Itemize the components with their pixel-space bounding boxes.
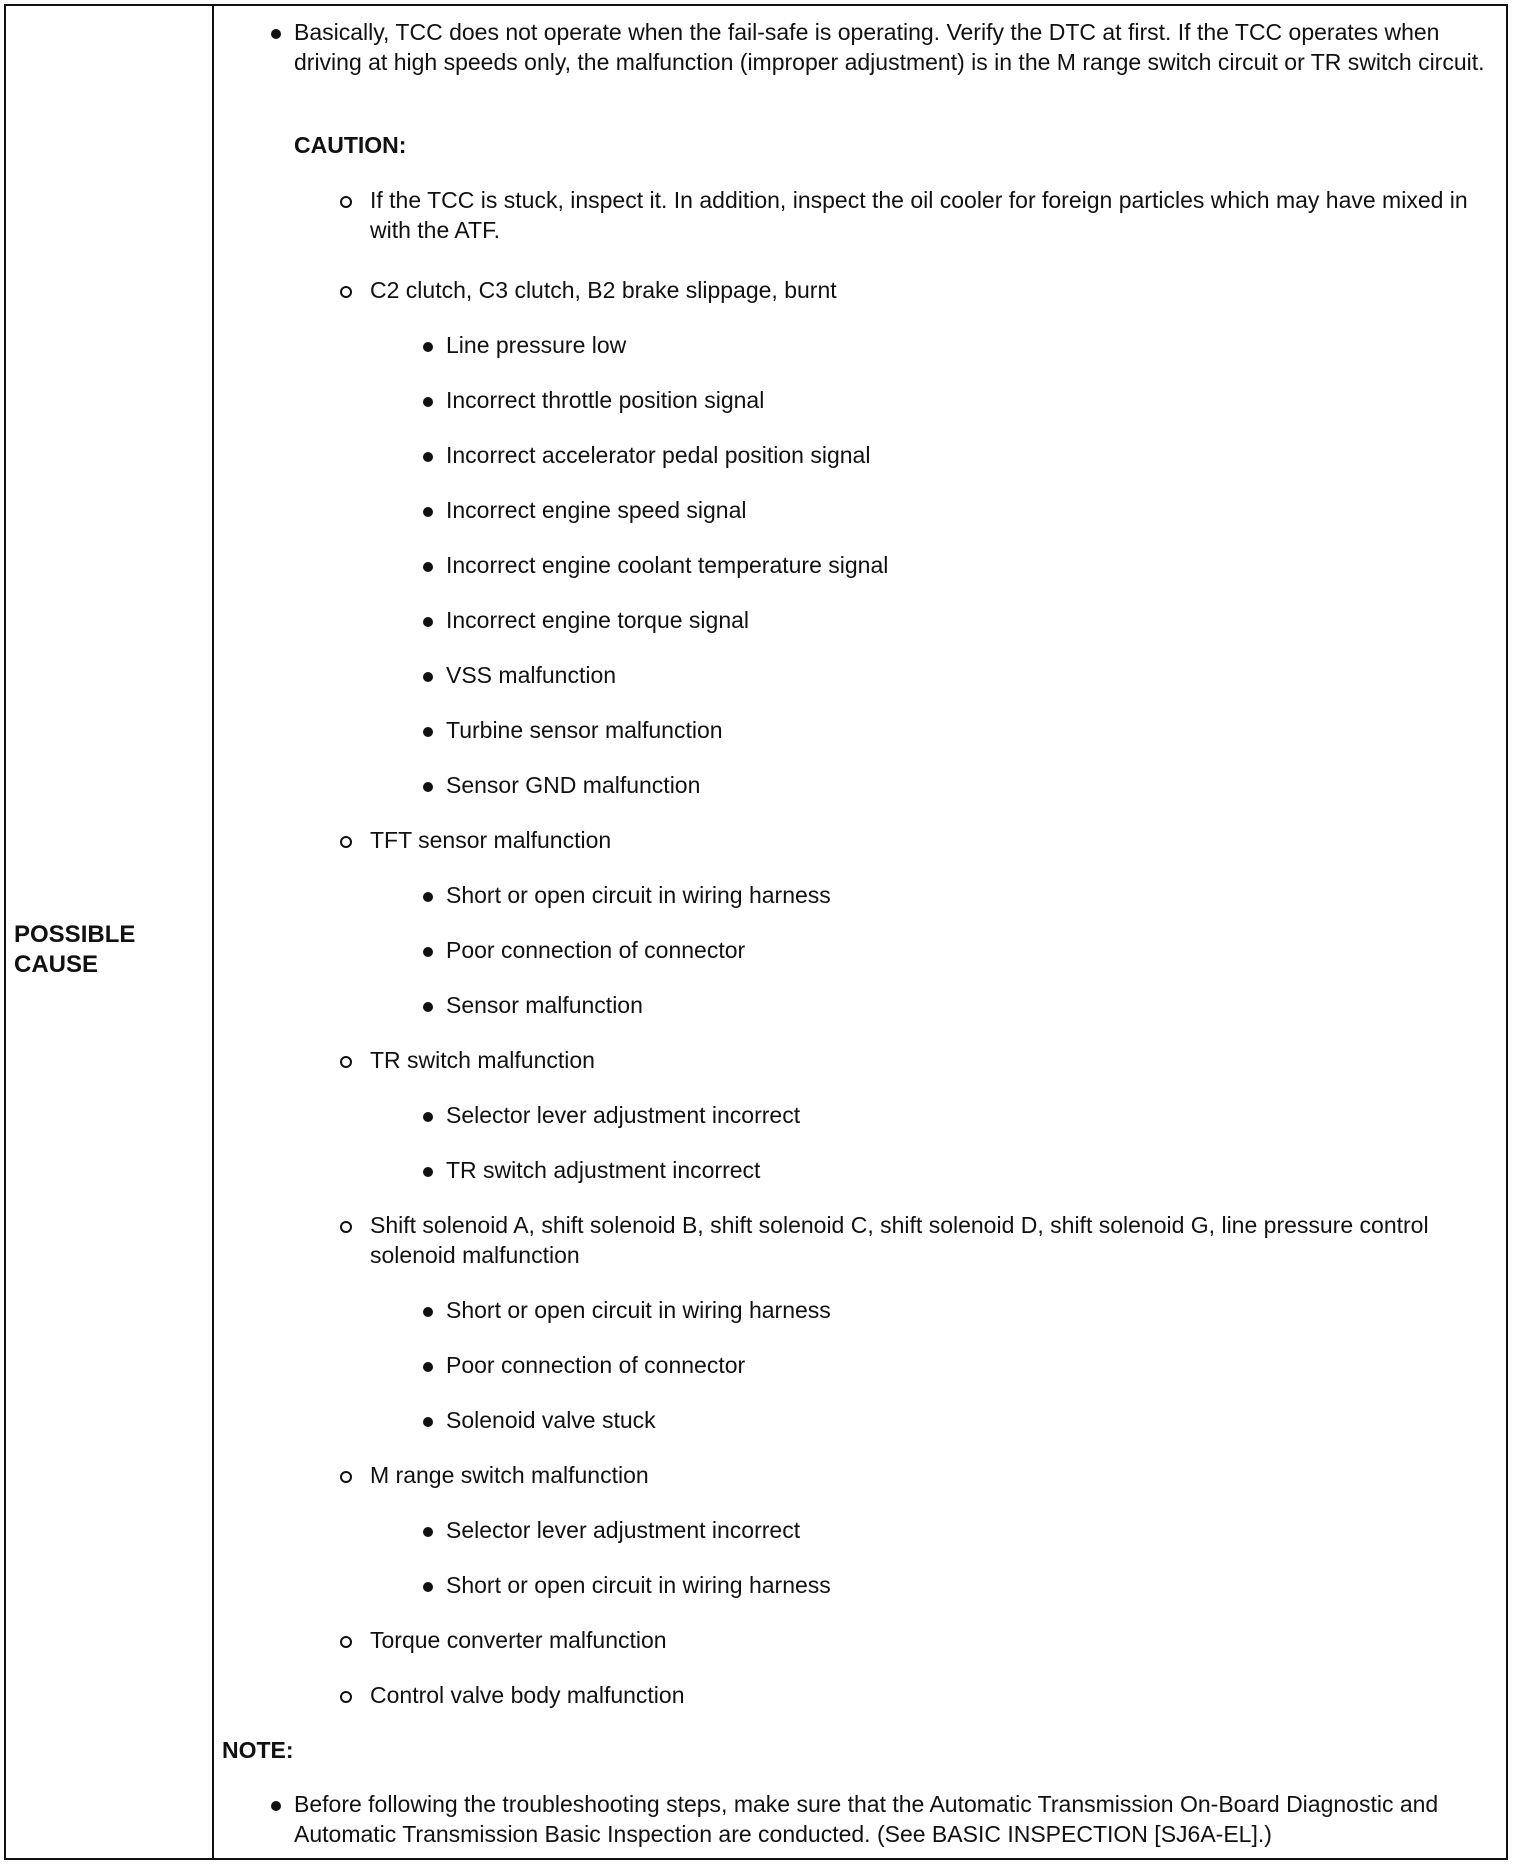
cause-content — [214, 6, 1506, 1858]
caution-item: C2 clutch, C3 clutch, B2 brake slippage, burnt — [370, 275, 1510, 305]
caution-subitem: Selector lever adjustment incorrect — [446, 1515, 1486, 1545]
caution-subitem: Sensor malfunction — [446, 990, 1486, 1020]
caution-subitem: Poor connection of connector — [446, 1350, 1486, 1380]
caution-item: M range switch malfunction — [370, 1460, 1510, 1490]
row-label-line1: POSSIBLE — [14, 921, 136, 948]
caution-heading: CAUTION: — [294, 132, 407, 158]
caution-item: Torque converter malfunction — [370, 1625, 1510, 1655]
caution-item: If the TCC is stuck, inspect it. In addition, inspect the oil cooler for foreign particles which may have mixed in with the ATF. — [370, 185, 1510, 245]
caution-subitem: Selector lever adjustment incorrect — [446, 1100, 1486, 1130]
caution-subitem: Incorrect engine coolant temperature signal — [446, 550, 1486, 580]
caution-subitem: TR switch adjustment incorrect — [446, 1155, 1486, 1185]
caution-subitem: Sensor GND malfunction — [446, 770, 1486, 800]
row-label-line2: CAUSE — [14, 951, 99, 978]
caution-subitem: Solenoid valve stuck — [446, 1405, 1486, 1435]
intro-bullet: Basically, TCC does not operate when the fail-safe is operating. Verify the DTC at first. If the TCC operates when driving at high speeds only, the malfunction (improper adjustment) is in the M range switch circuit or TR switch circuit. — [294, 17, 1504, 77]
caution-subitem: VSS malfunction — [446, 660, 1486, 690]
caution-item: TR switch malfunction — [370, 1045, 1510, 1075]
caution-item: TFT sensor malfunction — [370, 825, 1510, 855]
caution-subitem: Short or open circuit in wiring harness — [446, 880, 1486, 910]
caution-subitem: Poor connection of connector — [446, 935, 1486, 965]
caution-subitem: Short or open circuit in wiring harness — [446, 1295, 1486, 1325]
caution-item: Shift solenoid A, shift solenoid B, shift solenoid C, shift solenoid D, shift solenoid G, line pressure control solenoid malfunction — [370, 1210, 1510, 1270]
note-heading: NOTE: — [222, 1737, 294, 1763]
caution-subitem: Incorrect engine torque signal — [446, 605, 1486, 635]
caution-subitem: Incorrect accelerator pedal position signal — [446, 440, 1486, 470]
caution-subitem: Incorrect engine speed signal — [446, 495, 1486, 525]
note-bullet: Before following the troubleshooting steps, make sure that the Automatic Transmission On-Board Diagnostic and Automatic Transmission Basic Inspection are conducted. (See BASIC INSPECTION [SJ6A-EL].) — [294, 1789, 1504, 1849]
possible-cause-table — [4, 4, 1508, 1860]
caution-item: Control valve body malfunction — [370, 1680, 1510, 1710]
row-label — [14, 920, 204, 980]
caution-subitem: Turbine sensor malfunction — [446, 715, 1486, 745]
caution-subitem: Short or open circuit in wiring harness — [446, 1570, 1486, 1600]
caution-subitem: Incorrect throttle position signal — [446, 385, 1486, 415]
caution-subitem: Line pressure low — [446, 330, 1486, 360]
